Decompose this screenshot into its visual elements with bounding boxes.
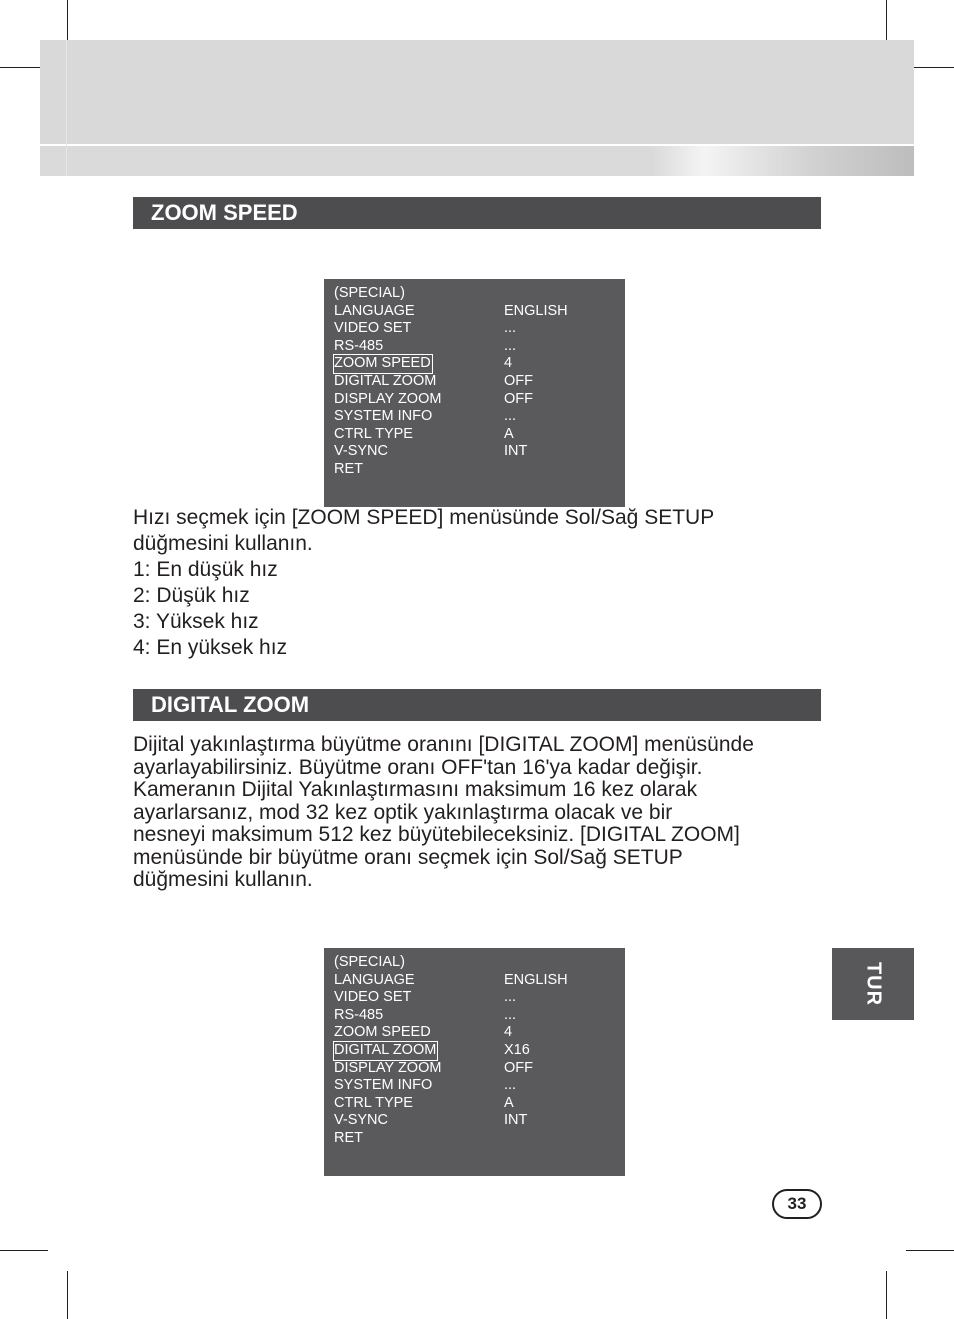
description-line: nesneyi maksimum 512 kez büyütebileceksiniz. [DIGITAL ZOOM] bbox=[133, 823, 740, 846]
osd-item-value: 4 bbox=[504, 1024, 513, 1041]
description-line: Hızı seçmek için [ZOOM SPEED] menüsünde Sol/Sağ SETUP bbox=[133, 506, 715, 529]
language-tab bbox=[832, 948, 914, 1020]
osd-menu-row bbox=[324, 1042, 625, 1060]
osd-item-value: X16 bbox=[504, 1041, 530, 1058]
osd-menu-row bbox=[324, 1112, 625, 1130]
description-line: ayarlarsanız, mod 32 kez optik yakınlaştırma olacak ve bir bbox=[133, 800, 673, 824]
osd-header: (SPECIAL) bbox=[334, 285, 405, 301]
osd-item-value: 4 bbox=[504, 355, 513, 372]
osd-menu-row bbox=[324, 373, 625, 391]
osd-item-value: ... bbox=[504, 408, 517, 425]
osd-item-value: A bbox=[504, 425, 514, 442]
osd-item-value: OFF bbox=[504, 1059, 533, 1076]
osd-menu-row bbox=[324, 1130, 625, 1148]
osd-menu-row bbox=[324, 461, 625, 479]
section-title-digital-zoom: DIGITAL ZOOM bbox=[133, 689, 821, 721]
osd-item-label-selected: ZOOM SPEED bbox=[334, 355, 431, 372]
osd-item-label: LANGUAGE bbox=[334, 971, 415, 988]
osd-menu-row bbox=[324, 1077, 625, 1095]
osd-item-label: VIDEO SET bbox=[334, 320, 412, 337]
description-line: düğmesini kullanın. bbox=[133, 868, 313, 891]
osd-menu-row bbox=[324, 391, 625, 409]
osd-item-label: SYSTEM INFO bbox=[334, 408, 433, 425]
page-header-band bbox=[40, 40, 914, 144]
osd-menu-row bbox=[324, 1007, 625, 1025]
osd-item-label: VIDEO SET bbox=[334, 989, 412, 1006]
osd-item-label: RET bbox=[334, 460, 363, 477]
osd-menu-row bbox=[324, 355, 625, 373]
osd-header: (SPECIAL) bbox=[334, 954, 405, 970]
description-line: düğmesini kullanın. bbox=[133, 532, 313, 555]
osd-item-label-selected: DIGITAL ZOOM bbox=[334, 1041, 437, 1058]
zoom-speed-description bbox=[133, 505, 833, 661]
osd-item-value: INT bbox=[504, 443, 528, 460]
speed-level: 4: En yüksek hız bbox=[133, 636, 288, 659]
osd-item-value: OFF bbox=[504, 390, 533, 407]
osd-menu-zoom-speed bbox=[324, 279, 625, 507]
osd-item-value: ... bbox=[504, 320, 517, 337]
crop-mark bbox=[906, 1250, 954, 1251]
osd-menu-row bbox=[324, 989, 625, 1007]
osd-menu-row bbox=[324, 303, 625, 321]
crop-mark bbox=[886, 1271, 887, 1319]
osd-item-label: ZOOM SPEED bbox=[334, 1024, 431, 1041]
osd-menu-row bbox=[324, 408, 625, 426]
osd-item-label: RS-485 bbox=[334, 1006, 384, 1023]
osd-item-label: SYSTEM INFO bbox=[334, 1077, 433, 1094]
osd-item-value: ... bbox=[504, 1006, 517, 1023]
osd-menu-row bbox=[324, 1095, 625, 1113]
osd-menu-row bbox=[324, 320, 625, 338]
osd-menu-row bbox=[324, 426, 625, 444]
osd-item-label: V-SYNC bbox=[334, 1112, 388, 1129]
speed-level: 2: Düşük hız bbox=[133, 584, 250, 607]
section-title-zoom-speed: ZOOM SPEED bbox=[133, 197, 821, 229]
speed-level: 3: Yüksek hız bbox=[133, 610, 259, 633]
page-header-strip bbox=[40, 146, 914, 176]
description-line: Dijital yakınlaştırma büyütme oranını [DIGITAL ZOOM] menüsünde bbox=[133, 733, 754, 756]
speed-level: 1: En düşük hız bbox=[133, 558, 278, 581]
osd-item-value: ... bbox=[504, 989, 517, 1006]
osd-item-value: ENGLISH bbox=[504, 302, 568, 319]
osd-item-value: OFF bbox=[504, 372, 533, 389]
osd-menu-row bbox=[324, 1024, 625, 1042]
osd-item-label: LANGUAGE bbox=[334, 302, 415, 319]
osd-item-label: DISPLAY ZOOM bbox=[334, 390, 442, 407]
osd-item-value: INT bbox=[504, 1112, 528, 1129]
osd-item-label: DISPLAY ZOOM bbox=[334, 1059, 442, 1076]
osd-item-value: ENGLISH bbox=[504, 971, 568, 988]
osd-menu-row bbox=[324, 1060, 625, 1078]
osd-item-label: RS-485 bbox=[334, 337, 384, 354]
osd-item-label: V-SYNC bbox=[334, 443, 388, 460]
page-number: 33 bbox=[772, 1189, 822, 1219]
osd-item-value: ... bbox=[504, 337, 517, 354]
page-header-divider bbox=[66, 40, 67, 176]
crop-mark bbox=[0, 1250, 48, 1251]
osd-menu-digital-zoom bbox=[324, 948, 625, 1176]
osd-item-label: CTRL TYPE bbox=[334, 425, 413, 442]
osd-item-value: A bbox=[504, 1094, 514, 1111]
osd-menu-row bbox=[324, 972, 625, 990]
description-line: ayarlayabilirsiniz. Büyütme oranı OFF'tan 16'ya kadar değişir. bbox=[133, 755, 703, 779]
osd-item-label: RET bbox=[334, 1129, 363, 1146]
osd-item-label: DIGITAL ZOOM bbox=[334, 372, 437, 389]
digital-zoom-description bbox=[133, 734, 833, 892]
language-tab-label: TUR bbox=[862, 961, 885, 1007]
description-line: menüsünde bir büyütme oranı seçmek için Sol/Sağ SETUP bbox=[133, 845, 683, 869]
osd-item-value: ... bbox=[504, 1077, 517, 1094]
description-line: Kameranın Dijital Yakınlaştırmasını maksimum 16 kez olarak bbox=[133, 778, 698, 801]
osd-item-label: CTRL TYPE bbox=[334, 1094, 413, 1111]
crop-mark bbox=[67, 1271, 68, 1319]
osd-menu-row bbox=[324, 338, 625, 356]
osd-menu-row bbox=[324, 443, 625, 461]
